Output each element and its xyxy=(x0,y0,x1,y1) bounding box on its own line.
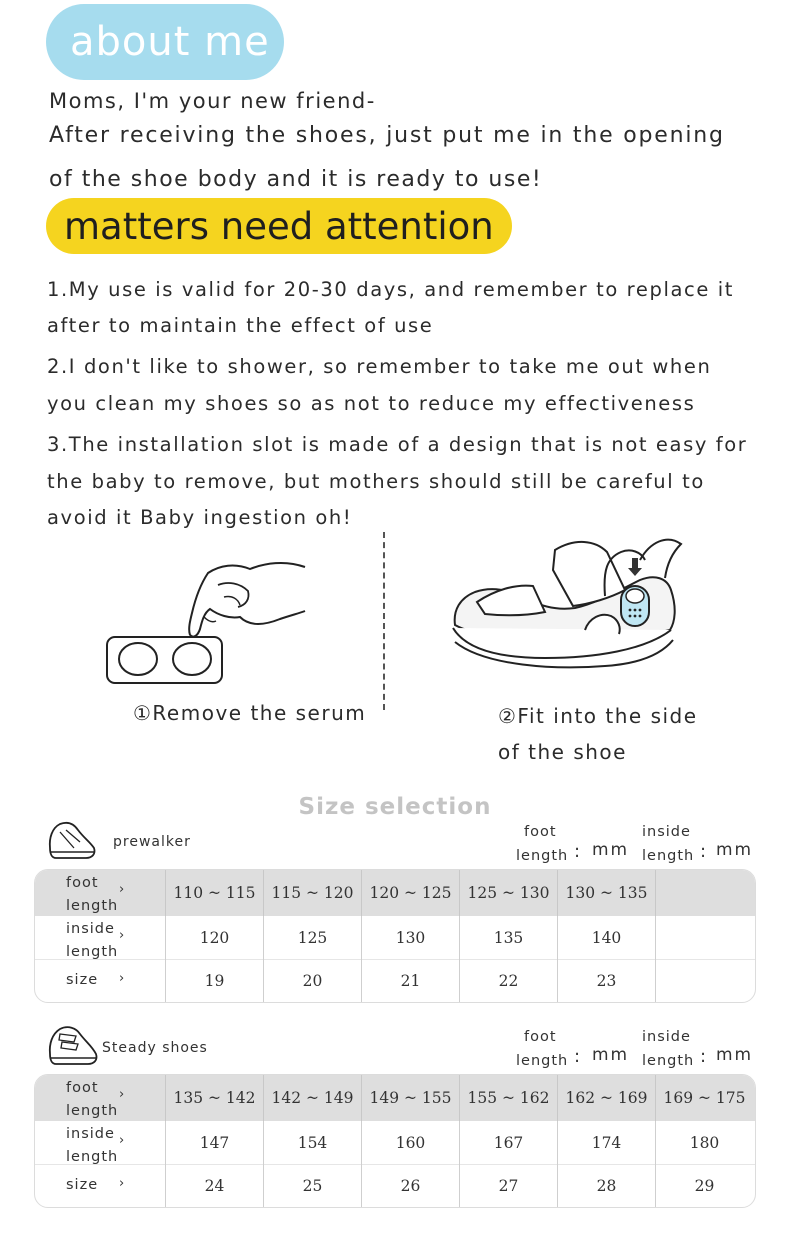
row-label-text: length xyxy=(66,1103,119,1119)
attention-line: 2.I don't like to shower, so remember to take me out when xyxy=(47,355,712,378)
prewalker-size-table xyxy=(34,869,756,1003)
unit-colon: : xyxy=(574,1046,582,1067)
table-cell: 24 xyxy=(165,1164,263,1207)
table-cell: 25 xyxy=(263,1164,361,1207)
shoe-illustration xyxy=(445,530,690,685)
unit-length-text: length xyxy=(642,1053,695,1069)
table-cell: 23 xyxy=(557,959,655,1002)
row-label-foot-length xyxy=(35,870,165,916)
foot-length-unit xyxy=(516,1025,636,1073)
table-cell: 125 xyxy=(263,916,361,959)
row-label-text: length xyxy=(66,898,119,914)
steady-shoe-icon xyxy=(46,1022,100,1068)
hand-removing-serum-illustration xyxy=(100,555,320,690)
row-label-text: length xyxy=(66,944,119,960)
steady-shoes-label: Steady shoes xyxy=(102,1040,208,1056)
table-cell: 149 ~ 155 xyxy=(361,1075,459,1121)
attention-title: matters need attention xyxy=(64,204,494,248)
attention-line: the baby to remove, but mothers should still be careful to xyxy=(47,470,705,493)
table-cell xyxy=(655,870,753,916)
unit-colon: : xyxy=(700,841,708,862)
table-cell: 160 xyxy=(361,1121,459,1164)
attention-line: after to maintain the effect of use xyxy=(47,314,434,337)
about-me-badge xyxy=(46,4,284,80)
row-label-text: length xyxy=(66,1149,119,1165)
table-cell: 130 xyxy=(361,916,459,959)
size-selection-title: Size selection xyxy=(298,794,492,820)
table-cell: 21 xyxy=(361,959,459,1002)
row-label-inside-length xyxy=(35,916,165,959)
unit-mm: mm xyxy=(716,840,754,860)
table-row-inside-length xyxy=(35,916,755,960)
row-label-text: foot xyxy=(66,1080,99,1096)
attention-line: 1.My use is valid for 20-30 days, and remember to replace it xyxy=(47,278,734,301)
row-label-foot-length xyxy=(35,1075,165,1121)
table-cell: 28 xyxy=(557,1164,655,1207)
step-2-caption-line-1: ②Fit into the side xyxy=(498,704,698,728)
table-cell: 20 xyxy=(263,959,361,1002)
foot-length-unit xyxy=(516,820,636,868)
dashed-divider xyxy=(383,532,385,710)
step-2-caption-line-2: of the shoe xyxy=(498,740,627,764)
table-row-foot-length xyxy=(35,870,755,916)
unit-mm: mm xyxy=(592,840,630,860)
about-me-title: about me xyxy=(70,19,270,65)
row-label-text: inside xyxy=(66,921,115,937)
row-label-size xyxy=(35,959,165,1002)
inside-length-unit xyxy=(642,1025,762,1073)
chevron-right-icon: › xyxy=(119,928,126,943)
table-cell: 135 xyxy=(459,916,557,959)
unit-foot-text: foot xyxy=(524,1029,557,1045)
prewalker-shoe-icon xyxy=(46,818,98,862)
about-line-1: Moms, I'm your new friend- xyxy=(49,89,376,113)
table-cell: 27 xyxy=(459,1164,557,1207)
table-cell: 22 xyxy=(459,959,557,1002)
table-cell: 115 ~ 120 xyxy=(263,870,361,916)
table-cell: 162 ~ 169 xyxy=(557,1075,655,1121)
row-label-text: size xyxy=(66,972,99,988)
table-cell: 169 ~ 175 xyxy=(655,1075,753,1121)
chevron-right-icon: › xyxy=(119,1176,126,1191)
prewalker-label: prewalker xyxy=(113,834,191,850)
unit-colon: : xyxy=(574,841,582,862)
table-cell: 180 xyxy=(655,1121,753,1164)
table-cell: 135 ~ 142 xyxy=(165,1075,263,1121)
unit-foot-text: foot xyxy=(524,824,557,840)
table-cell: 140 xyxy=(557,916,655,959)
table-cell: 130 ~ 135 xyxy=(557,870,655,916)
table-cell: 29 xyxy=(655,1164,753,1207)
table-cell: 147 xyxy=(165,1121,263,1164)
chevron-right-icon: › xyxy=(119,971,126,986)
table-cell xyxy=(655,959,753,1002)
row-label-text: size xyxy=(66,1177,99,1193)
table-row-foot-length xyxy=(35,1075,755,1121)
unit-length-text: length xyxy=(516,1053,569,1069)
unit-colon: : xyxy=(700,1046,708,1067)
table-cell: 167 xyxy=(459,1121,557,1164)
attention-line: 3.The installation slot is made of a design that is not easy for xyxy=(47,433,748,456)
table-cell xyxy=(655,916,753,959)
table-cell: 26 xyxy=(361,1164,459,1207)
table-cell: 120 xyxy=(165,916,263,959)
row-label-text: inside xyxy=(66,1126,115,1142)
unit-length-text: length xyxy=(642,848,695,864)
chevron-right-icon: › xyxy=(119,1087,126,1102)
about-line-2: After receiving the shoes, just put me in the opening xyxy=(49,123,725,148)
attention-badge xyxy=(46,198,512,254)
unit-mm: mm xyxy=(592,1045,630,1065)
table-cell: 110 ~ 115 xyxy=(165,870,263,916)
chevron-right-icon: › xyxy=(119,882,126,897)
attention-line: you clean my shoes so as not to reduce my effectiveness xyxy=(47,392,696,415)
table-cell: 125 ~ 130 xyxy=(459,870,557,916)
inside-length-unit xyxy=(642,820,762,868)
table-cell: 120 ~ 125 xyxy=(361,870,459,916)
unit-length-text: length xyxy=(516,848,569,864)
row-label-size xyxy=(35,1164,165,1207)
unit-inside-text: inside xyxy=(642,824,691,840)
unit-mm: mm xyxy=(716,1045,754,1065)
table-row-inside-length xyxy=(35,1121,755,1165)
table-cell: 174 xyxy=(557,1121,655,1164)
table-row-size xyxy=(35,1164,755,1207)
row-label-inside-length xyxy=(35,1121,165,1164)
table-cell: 142 ~ 149 xyxy=(263,1075,361,1121)
about-line-3: of the shoe body and it is ready to use! xyxy=(49,167,543,192)
table-cell: 154 xyxy=(263,1121,361,1164)
step-1-caption: ①Remove the serum xyxy=(133,701,367,725)
attention-line: avoid it Baby ingestion oh! xyxy=(47,506,353,529)
table-cell: 19 xyxy=(165,959,263,1002)
table-cell: 155 ~ 162 xyxy=(459,1075,557,1121)
steady-shoes-size-table xyxy=(34,1074,756,1208)
row-label-text: foot xyxy=(66,875,99,891)
chevron-right-icon: › xyxy=(119,1133,126,1148)
unit-inside-text: inside xyxy=(642,1029,691,1045)
table-row-size xyxy=(35,959,755,1002)
